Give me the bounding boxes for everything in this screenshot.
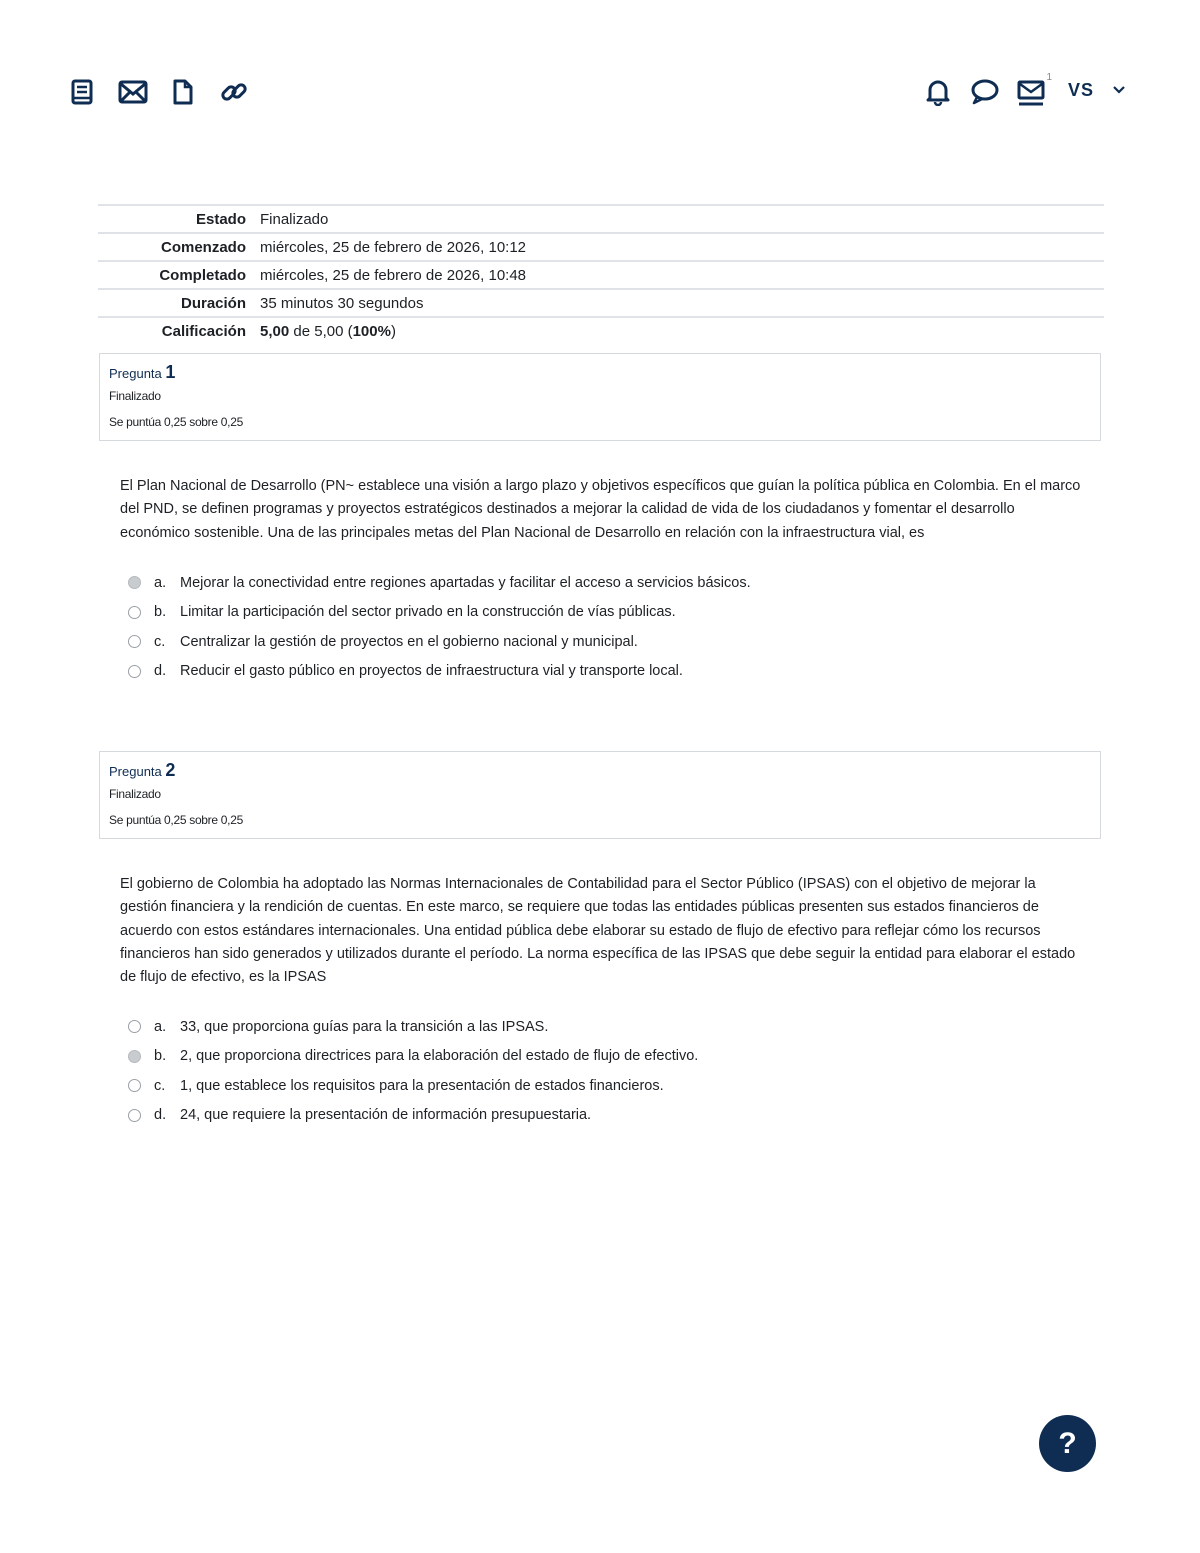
answer-option[interactable] [128,1042,1088,1072]
summary-row [98,261,1104,289]
radio[interactable] [128,606,141,619]
question-state: Finalizado [109,787,161,801]
radio[interactable] [128,1020,141,1033]
answer-letter: d. [154,663,167,680]
question-number [109,760,1091,781]
answer-letter: c. [154,1077,166,1094]
answer-option[interactable] [128,657,1088,687]
grade-percent: 100% [352,322,391,340]
grade-score: 5,00 [260,322,290,340]
chevron-down-icon[interactable] [1110,80,1128,98]
book-icon[interactable] [65,74,99,110]
help-button[interactable]: ? [1039,1415,1096,1472]
summary-row [98,233,1104,261]
summary-row [98,289,1104,317]
document-icon[interactable] [166,74,200,110]
radio[interactable] [128,1079,141,1092]
answer-text: Limitar la participación del sector privado en la construcción de vías públicas. [180,604,676,621]
chat-icon[interactable] [968,74,1002,110]
summary-value: 35 minutos 30 segundos [260,294,424,312]
answer-option[interactable] [128,1071,1088,1101]
attempt-summary-table [98,204,1104,344]
summary-label: Estado [195,210,246,228]
mail-icon[interactable] [1014,72,1052,110]
question-label: Pregunta [109,366,162,381]
answer-text: Mejorar la conectividad entre regiones apartadas y facilitar el acceso a servicios básicos. [180,574,751,591]
user-initials[interactable]: VS [1068,80,1095,100]
question-text-1: El Plan Nacional de Desarrollo (PN~ establece una visión a largo plazo y objetivos específicos que guían la política pública en Colombia. En el marco del PND, se definen programas y proyectos estratégicos destinados a mejorar la calidad de vida de los ciudadanos y fomentar el desarrollo económico sostenible. Una de las principales metas del Plan Nacional de Desarrollo en relación con la infraestructura vial, es [120,478,1081,541]
answer-text: 2, que proporciona directrices para la elaboración del estado de flujo de efectivo. [180,1048,699,1065]
answer-option[interactable] [128,568,1088,598]
answer-text: 24, que requiere la presentación de información presupuestaria. [180,1107,592,1124]
mail-count-badge: 1 [1046,72,1052,83]
grade-close: ) [390,322,396,340]
question-info-1 [99,353,1101,441]
answer-text: Centralizar la gestión de proyectos en el gobierno nacional y municipal. [180,633,638,650]
question-grade: Se puntúa 0,25 sobre 0,25 [109,813,243,827]
answer-option[interactable] [128,1101,1088,1131]
question-label: Pregunta [109,764,162,779]
answer-letter: b. [154,604,167,621]
answer-list-2 [128,1012,1088,1130]
answer-text: 1, que establece los requisitos para la presentación de estados financieros. [180,1077,664,1094]
radio[interactable] [128,1109,141,1122]
answer-text: 33, que proporciona guías para la transición a las IPSAS. [180,1018,549,1035]
question-grade: Se puntúa 0,25 sobre 0,25 [109,415,243,429]
summary-label: Comenzado [160,238,246,256]
question-text-2: El gobierno de Colombia ha adoptado las Normas Internacionales de Contabilidad para el Sector Público (IPSAS) con el objetivo de mejorar la gestión financiera y la rendición de cuentas. En este marco, se requiere que todas las entidades públicas presenten sus estados financieros de acuerdo con estos estándares internacionales. Una entidad pública debe elaborar su estado de flujo de efectivo para reflejar cómo los recursos financieros han sido generados y utilizados durante el período. La norma específica de las IPSAS que debe seguir la entidad para elaborar el estado de flujo de efectivo, es la IPSAS [120,876,1076,986]
answer-option[interactable] [128,598,1088,628]
answer-option[interactable] [128,627,1088,657]
grade-label: Calificación [161,322,246,340]
answer-letter: a. [154,1018,167,1035]
radio-selected[interactable] [128,1050,141,1063]
grade-of: de 5,00 ( [293,322,353,340]
summary-value: miércoles, 25 de febrero de 2026, 10:48 [260,266,527,284]
summary-value: Finalizado [260,210,329,228]
summary-row-grade [98,317,1104,344]
grade-value [260,317,1104,344]
summary-row [98,205,1104,233]
answer-letter: a. [154,574,167,591]
answer-letter: b. [154,1048,167,1065]
question-number-value: 1 [165,362,176,382]
question-number [109,362,1091,383]
radio-selected[interactable] [128,576,141,589]
envelope-icon[interactable] [116,74,150,110]
radio[interactable] [128,665,141,678]
radio[interactable] [128,635,141,648]
question-number-value: 2 [165,760,176,780]
top-navbar [0,74,1200,110]
answer-list-1 [128,568,1088,686]
summary-label: Duración [180,294,246,312]
question-state: Finalizado [109,389,161,403]
answer-option[interactable] [128,1012,1088,1042]
answer-text: Reducir el gasto público en proyectos de infraestructura vial y transporte local. [180,663,683,680]
answer-letter: d. [154,1107,167,1124]
question-info-2 [99,751,1101,839]
summary-label: Completado [159,266,246,284]
answer-letter: c. [154,633,166,650]
link-icon[interactable] [217,74,251,110]
bell-icon[interactable] [921,74,955,110]
summary-value: miércoles, 25 de febrero de 2026, 10:12 [260,238,527,256]
